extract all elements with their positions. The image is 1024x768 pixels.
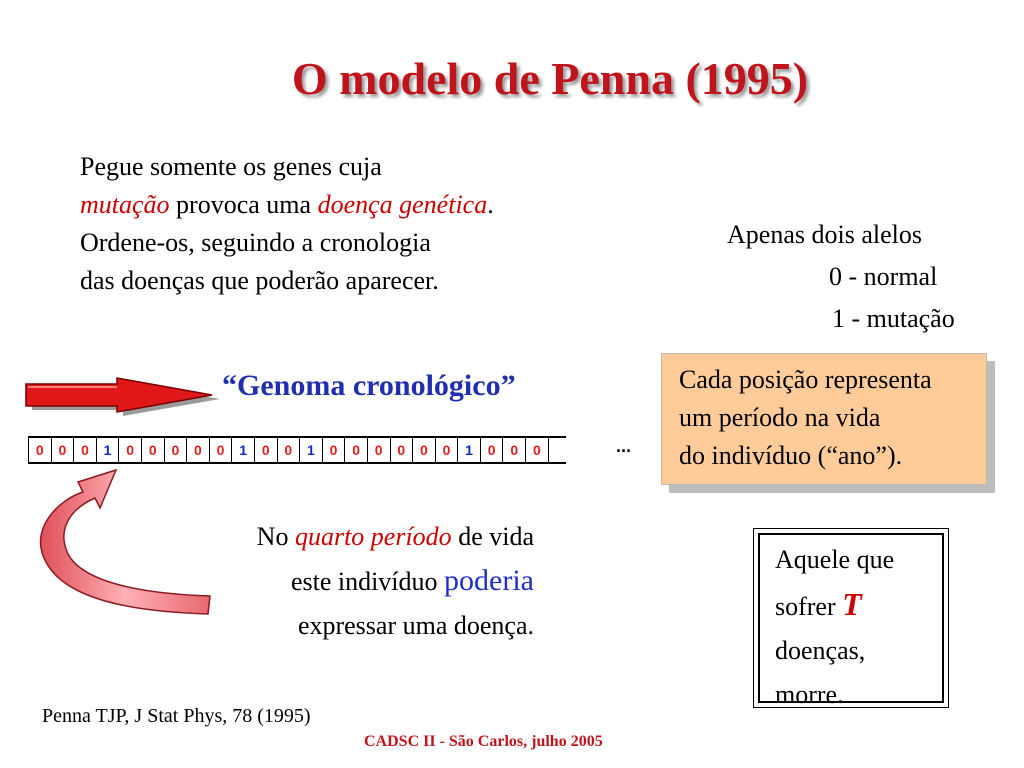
- death-box-text: [775, 538, 894, 717]
- genome-cell: 0: [51, 438, 74, 462]
- genome-cell: 0: [525, 438, 548, 462]
- genome-cell: 0: [344, 438, 367, 462]
- death-line-2-start: sofrer: [775, 592, 843, 621]
- footer: CADSC II - São Carlos, julho 2005: [364, 733, 603, 750]
- fourth-line-2: [140, 559, 534, 604]
- slide-title: O modelo de Penna (1995): [291, 53, 809, 104]
- could-term: poderia: [444, 564, 534, 597]
- fourth-period-term: quarto período: [294, 522, 452, 551]
- alleles-block: [727, 214, 955, 340]
- info-line-2: um período na vida: [679, 403, 881, 432]
- fourth-w1: No: [256, 522, 295, 551]
- genome-cell: 0: [28, 438, 51, 462]
- fourth-line-1: [140, 515, 534, 559]
- genome-cell: 1: [96, 438, 119, 462]
- genome-cell: 0: [367, 438, 390, 462]
- genome-cell: 1: [457, 438, 480, 462]
- intro-line-2: [80, 186, 494, 224]
- genetic-disease-term: doença genética: [317, 190, 488, 219]
- genome-cell: 0: [118, 438, 141, 462]
- intro-line-4: das doenças que poderão aparecer.: [80, 266, 439, 295]
- genome-label: “Genoma cronológico”: [222, 369, 516, 402]
- genome-cell: 0: [502, 438, 525, 462]
- genome-cell: 0: [186, 438, 209, 462]
- right-arrow-icon: [20, 374, 230, 420]
- genome-cell: 1: [231, 438, 254, 462]
- death-line-2: [775, 582, 894, 629]
- genome-cell: 0: [73, 438, 96, 462]
- genome-cell: 0: [254, 438, 277, 462]
- genome-cell: 1: [299, 438, 322, 462]
- intro-paragraph: [80, 148, 494, 300]
- allele-normal: 0 - normal: [829, 262, 938, 291]
- alleles-heading: Apenas dois alelos: [727, 220, 922, 249]
- fourth-w2: de vida: [451, 522, 534, 551]
- info-box-text: [679, 361, 932, 475]
- genome-strip: [28, 436, 566, 464]
- genome-cell: 0: [412, 438, 435, 462]
- genome-cell-blank: [548, 438, 566, 462]
- fourth-line-3: expressar uma doença.: [297, 611, 534, 640]
- intro-line-2-end: .: [487, 190, 494, 219]
- death-line-3: doenças,: [775, 636, 866, 665]
- fourth-line-2-start: este indivíduo: [290, 567, 445, 596]
- info-line-1: Cada posição representa: [679, 365, 932, 394]
- death-line-1: Aquele que: [775, 545, 895, 574]
- genome-cell: 0: [164, 438, 187, 462]
- T-variable: T: [842, 586, 862, 622]
- genome-cell: 0: [435, 438, 458, 462]
- death-line-4: morre.: [775, 680, 844, 709]
- intro-line-1: Pegue somente os genes cuja: [80, 152, 382, 181]
- genome-cell: 0: [209, 438, 232, 462]
- reference: Penna TJP, J Stat Phys, 78 (1995): [42, 705, 311, 727]
- genome-cell: 0: [277, 438, 300, 462]
- intro-line-3: Ordene-os, seguindo a cronologia: [80, 228, 431, 257]
- allele-mutation: 1 - mutação: [832, 304, 955, 333]
- genome-cell: 0: [322, 438, 345, 462]
- mutation-term: mutação: [80, 190, 170, 219]
- genome-cell: 0: [141, 438, 164, 462]
- intro-line-2-mid: provoca uma: [169, 190, 318, 219]
- genome-ellipsis: ...: [616, 436, 632, 456]
- fourth-period-text: [140, 515, 534, 648]
- genome-cell: 0: [480, 438, 503, 462]
- genome-cell: 0: [390, 438, 413, 462]
- info-line-3: do indivíduo (“ano”).: [679, 441, 903, 470]
